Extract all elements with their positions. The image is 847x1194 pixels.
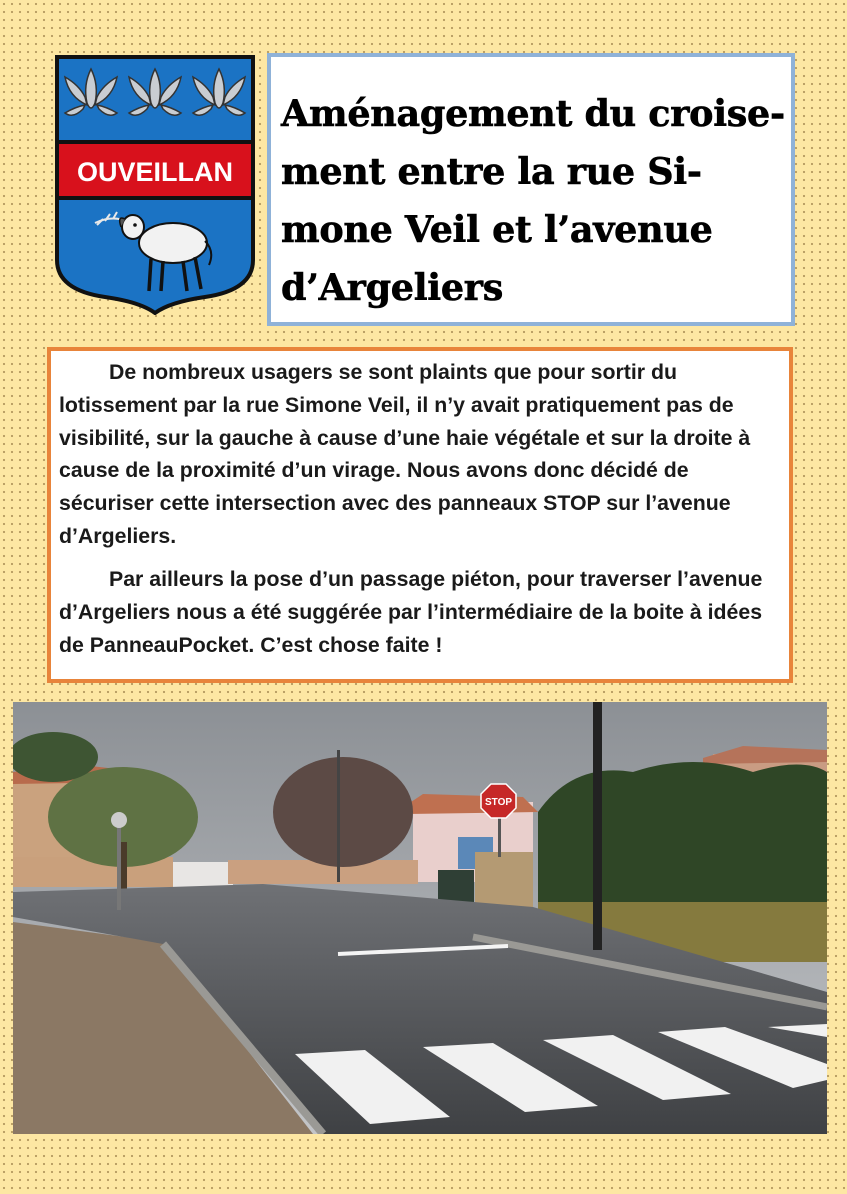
page-title: Aménagement du croise-ment entre la rue Si-mone Veil et l’avenue d’Argeliers [281, 92, 785, 309]
stop-sign-text: STOP [484, 797, 513, 808]
fleur-icon [65, 69, 245, 115]
body-paragraph-1: De nombreux usagers se sont plaints que pour sortir du lotissement par la rue Simone Veil, il n’y avait pratiquement pas de visibilité, sur la gauche à cause d’une haie végétale et sur la droite à cause de la proximité d’un virage. Nous avons donc décidé de sécuriser cette intersection avec des panneaux STOP sur l’avenue d’Argeliers. [59, 360, 751, 548]
intersection-photo [13, 702, 827, 1134]
body-paragraph-2: Par ailleurs la pose d’un passage piéton, pour traverser l’avenue d’Argeliers nous a été suggérée par l’intermédiaire de la boite à idées de PanneauPocket. C’est chose faite ! [59, 567, 763, 657]
crest-town-name: OUVEILLAN [76, 157, 234, 187]
ouveillan-coat-of-arms [55, 55, 255, 315]
title-panel [267, 53, 795, 326]
text-panel [47, 347, 793, 683]
